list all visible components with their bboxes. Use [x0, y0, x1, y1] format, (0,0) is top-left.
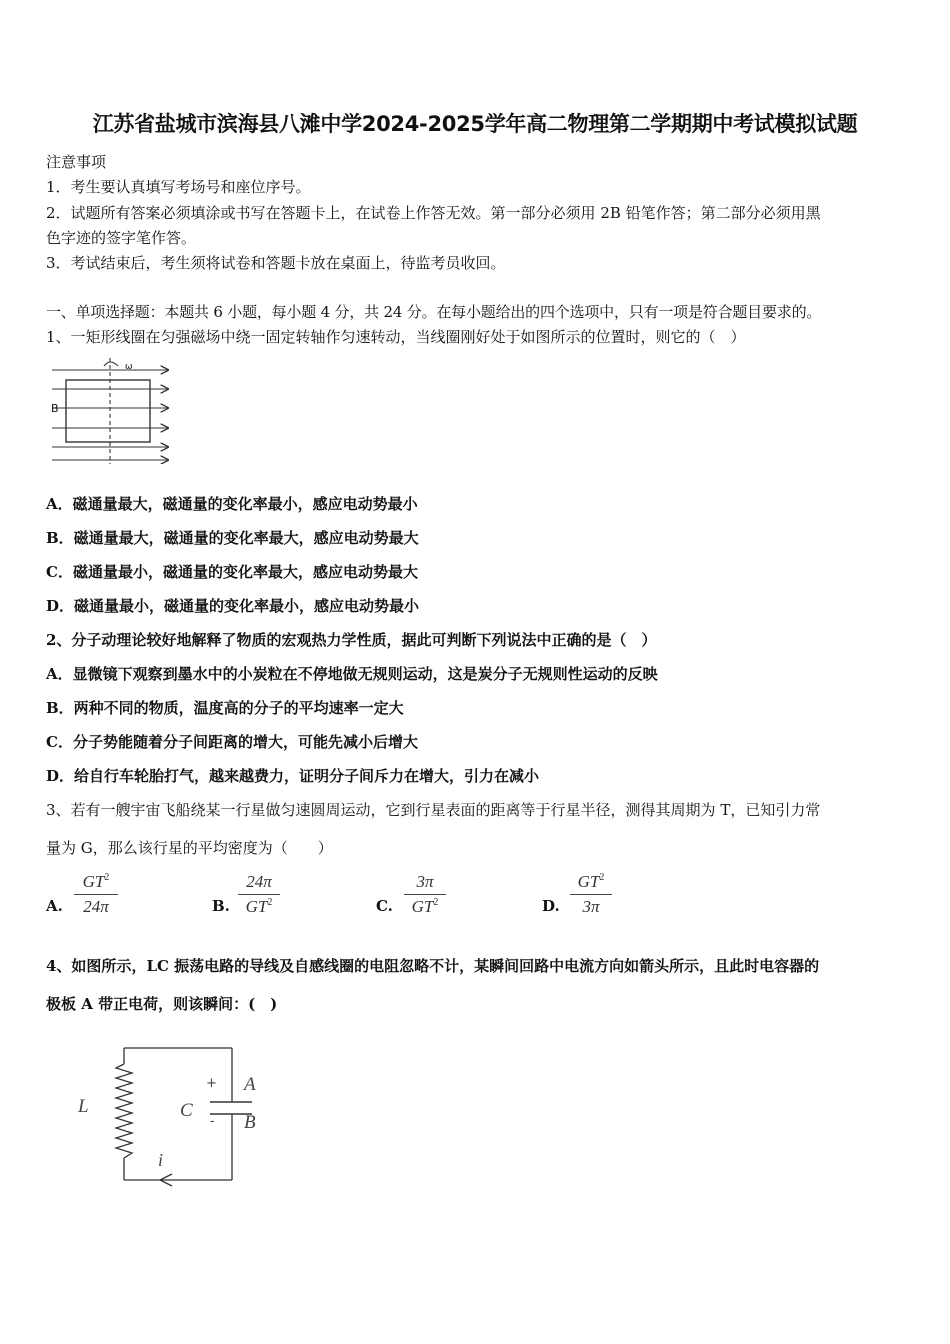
question-3-option-b-fraction[interactable]: [238, 872, 280, 917]
question-3-option-d-label[interactable]: D.: [542, 897, 560, 915]
question-3-stem-line-2: 量为 G，那么该行星的平均密度为（ ）: [46, 839, 333, 857]
question-3-option-c-label[interactable]: C.: [376, 897, 393, 915]
option-d-denominator: 3π: [582, 897, 600, 916]
question-2-option-b[interactable]: B．两种不同的物质，温度高的分子的平均速率一定大: [46, 699, 404, 717]
section-heading: 一、单项选择题：本题共 6 小题，每小题 4 分，共 24 分。在每小题给出的四个选项中，只有一项是符合题目要求的。: [46, 303, 822, 321]
question-2-option-a[interactable]: A．显微镜下观察到墨水中的小炭粒在不停地做无规则运动，这是炭分子无规则性运动的反映: [46, 665, 658, 683]
question-1-option-c[interactable]: C．磁通量最小，磁通量的变化率最大，感应电动势最大: [46, 563, 418, 581]
question-3-option-c-fraction[interactable]: [404, 872, 446, 917]
question-2-option-d[interactable]: D．给自行车轮胎打气，越来越费力，证明分子间斥力在增大，引力在减小: [46, 767, 540, 785]
option-d-numerator-exponent: 2: [599, 872, 605, 883]
page-title: 江苏省盐城市滨海县八滩中学2024-2025学年高二物理第二学期期中考试模拟试题: [92, 112, 858, 136]
plate-a-label: A: [244, 1074, 256, 1095]
question-1-stem: 1、一矩形线圈在匀强磁场中绕一固定转轴作匀速转动，当线圈刚好处于如图所示的位置时，则它的（ ）: [46, 328, 746, 346]
option-b-denominator-exponent: 2: [267, 897, 273, 908]
question-3-option-a-fraction[interactable]: [74, 872, 118, 917]
option-c-denominator: GT: [411, 897, 434, 916]
option-b-numerator: 24π: [246, 872, 272, 891]
option-d-numerator: GT: [577, 872, 600, 891]
plate-b-minus-sign: -: [210, 1114, 215, 1129]
question-1-option-d[interactable]: D．磁通量最小，磁通量的变化率最小，感应电动势最小: [46, 597, 420, 615]
option-a-denominator: 24π: [83, 897, 109, 916]
question-1-option-a[interactable]: A．磁通量最大，磁通量的变化率最小，感应电动势最小: [46, 495, 418, 513]
option-b-denominator: GT: [245, 897, 268, 916]
current-label: i: [158, 1150, 164, 1170]
question-3-option-d-fraction[interactable]: [570, 872, 612, 917]
option-c-numerator: 3π: [416, 872, 434, 891]
question-2-option-c[interactable]: C．分子势能随着分子间距离的增大，可能先减小后增大: [46, 733, 418, 751]
notice-item-1: 1．考生要认真填写考场号和座位序号。: [46, 178, 311, 196]
notice-item-2-line-2: 色字迹的签字笔作答。: [46, 229, 197, 247]
plate-a-plus-sign: +: [206, 1076, 217, 1091]
question-1-option-b[interactable]: B．磁通量最大，磁通量的变化率最大，感应电动势最大: [46, 529, 419, 547]
question-4-stem-line-1: 4、如图所示，LC 振荡电路的导线及自感线圈的电阻忽略不计，某瞬间回路中电流方向如箭头所示，且此时电容器的: [46, 957, 820, 975]
option-a-numerator: GT: [82, 872, 105, 891]
question-3-option-b-label[interactable]: B.: [212, 897, 230, 915]
inductor-label: L: [78, 1096, 89, 1117]
question-3-option-a-label[interactable]: A.: [46, 897, 63, 915]
field-label-b: B: [51, 402, 59, 415]
option-c-denominator-exponent: 2: [433, 897, 439, 908]
question-4-stem-line-2: 极板 A 带正电荷，则该瞬间：( ): [46, 995, 278, 1013]
question-2-stem: 2、分子动理论较好地解释了物质的宏观热力学性质，据此可判断下列说法中正确的是（ ）: [46, 631, 657, 649]
omega-label: ω: [125, 362, 133, 372]
capacitor-label: C: [180, 1100, 193, 1121]
option-a-numerator-exponent: 2: [104, 872, 110, 883]
plate-b-label: B: [244, 1112, 256, 1133]
notice-heading: 注意事项: [46, 153, 107, 171]
question-3-stem-line-1: 3、若有一艘宇宙飞船绕某一行星做匀速圆周运动，它到行星表面的距离等于行星半径，测得其周期为 T，已知引力常: [46, 801, 821, 819]
notice-item-3: 3．考试结束后，考生须将试卷和答题卡放在桌面上，待监考员收回。: [46, 254, 506, 272]
coil-in-field-figure: [48, 356, 176, 464]
notice-item-2-line-1: 2．试题所有答案必须填涂或书写在答题卡上，在试卷上作答无效。第一部分必须用 2B 铅笔作答；第二部分必须用黑: [46, 204, 821, 222]
